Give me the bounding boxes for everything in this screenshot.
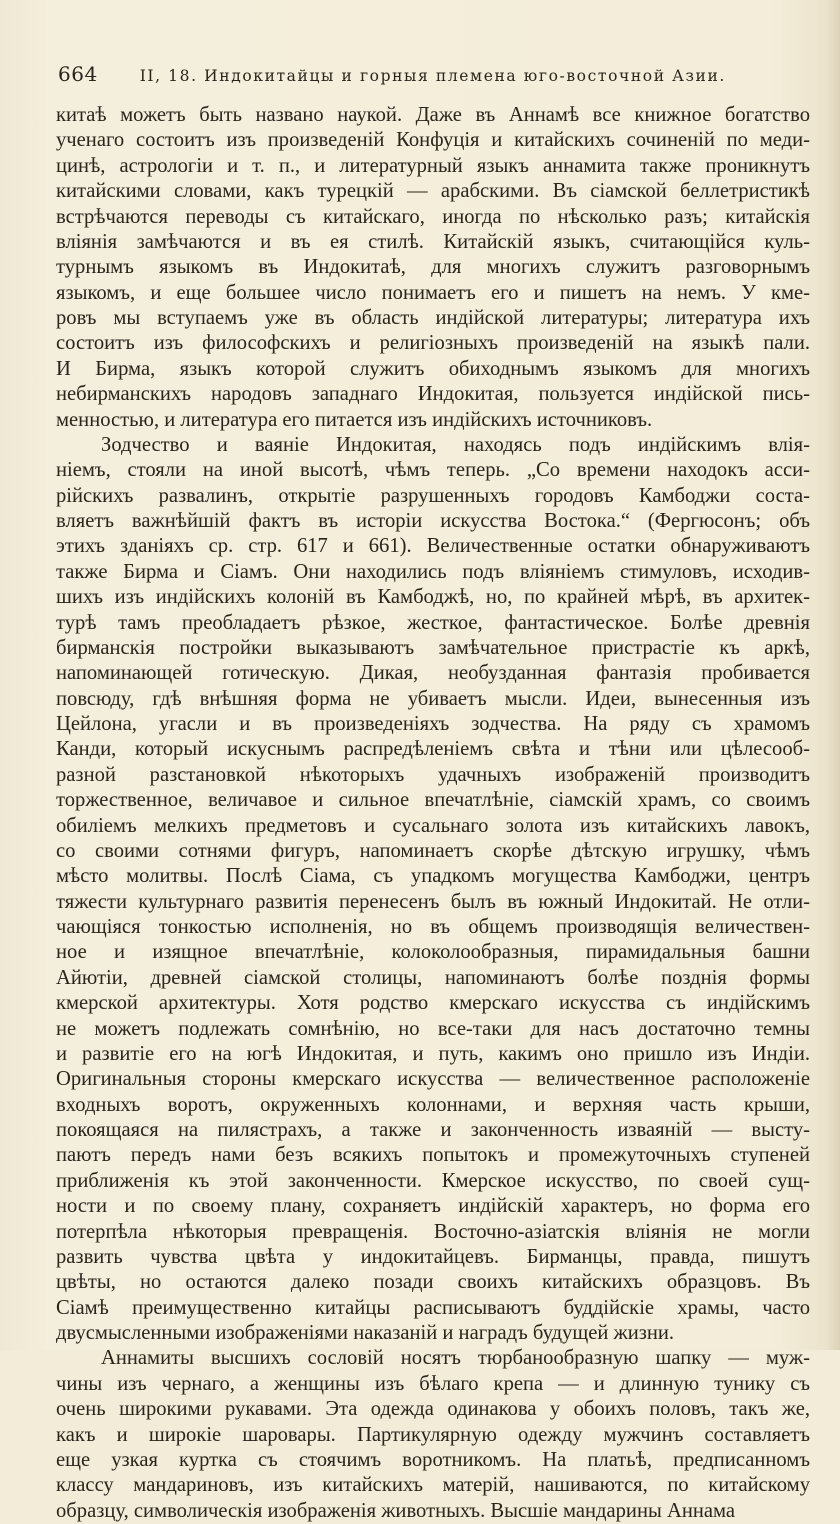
text-line: бирманскія постройки выказываютъ замѣчательное пристрастіе къ аркѣ,: [56, 636, 810, 659]
text-line: приближенія къ этой законченности. Кмерское искусство, по своей сущ-: [56, 1169, 810, 1192]
text-line: какъ и широкіе шаровары. Партикулярную одежду мужчинъ составляетъ: [56, 1423, 810, 1446]
text-line: цинѣ, астрологіи и т. п., и литературный языкъ аннамита также проникнутъ: [56, 154, 810, 177]
body-text: [56, 103, 810, 1524]
text-line: турнымъ языкомъ въ Индокитаѣ, для многихъ служитъ разговорнымъ: [56, 256, 810, 279]
text-line: Айютіи, древней сіамской столицы, напоминаютъ болѣе позднія формы: [56, 966, 810, 989]
text-line: Сіамѣ преимущественно китайцы расписываютъ буддійскіе храмы, часто: [56, 1296, 810, 1319]
text-line: состоитъ изъ философскихъ и религіозныхъ произведеній на языкѣ пали.: [56, 332, 810, 355]
text-line: еще узкая куртка съ стоячимъ воротникомъ. На платьѣ, предписанномъ: [56, 1448, 810, 1471]
text-line: турѣ тамъ преобладаетъ рѣзкое, жесткое, фантастическое. Болѣе древнія: [56, 611, 810, 634]
text-line: покоящаяся на пилястрахъ, а также и законченность изваяній — высту-: [56, 1119, 810, 1141]
text-line: и развитіе его на югѣ Индокитая, и путь, какимъ оно пришло изъ Индіи.: [56, 1042, 810, 1065]
text-line: двусмысленными изображеніями наказаній и наградъ будущей жизни.: [56, 1322, 675, 1344]
text-line: Аннамиты высшихъ сословій носятъ тюрбанообразную шапку — муж-: [101, 1347, 810, 1370]
text-line: развить чувства цвѣта у индокитайцевъ. Бирманцы, правда, пишутъ: [56, 1245, 810, 1268]
paragraph: [56, 103, 810, 433]
text-line: повсюду, гдѣ внѣшняя форма не убиваетъ мысли. Идеи, вынесенныя изъ: [56, 687, 810, 710]
text-line: вліянія замѣчаются и въ ея стилѣ. Китайскій языкъ, считающійся куль-: [56, 230, 810, 253]
text-line: классу мандариновъ, изъ китайскихъ матерій, нашиваются, по китайскому: [56, 1474, 810, 1497]
running-title: II, 18. Индокитайцы и горныя племена юго-восточной Азии.: [139, 67, 726, 85]
text-line: со своими сотнями фигуръ, напоминаетъ скорѣе дѣтскую игрушку, чѣмъ: [56, 839, 810, 862]
text-line: рійскихъ развалинъ, открытіе разрушенныхъ городовъ Камбоджи соста-: [56, 484, 810, 507]
page-number: 664: [58, 62, 98, 86]
text-line: напоминающей готическую. Дикая, необузданная фантазія пробивается: [56, 662, 810, 685]
text-line: мѣсто молитвы. Послѣ Сіама, съ упадкомъ могущества Камбоджи, центръ: [56, 865, 810, 888]
text-line: также Бирма и Сіамъ. Они находились подъ вліяніемъ стимуловъ, исходив-: [56, 560, 810, 583]
text-line: торжественное, величавое и сильное впечатлѣніе, сіамскій храмъ, со своимъ: [56, 789, 810, 812]
text-line: разной разстановкой нѣкоторыхъ удачныхъ изображеній производитъ: [56, 763, 810, 786]
running-head: [58, 62, 818, 86]
paragraph: [56, 1346, 810, 1524]
text-line: встрѣчаются переводы съ китайскаго, иногда по нѣсколько разъ; китайскія: [56, 205, 810, 228]
text-line: потерпѣла нѣкоторыя превращенія. Восточно-азіатскія вліянія не могли: [56, 1220, 810, 1243]
text-line: небирманскихъ народовъ западнаго Индокитая, пользуется индійской пись-: [56, 383, 810, 406]
text-line: ніемъ, стояли на иной высотѣ, чѣмъ теперь. „Со времени находокъ асси-: [56, 459, 810, 482]
text-line: китаѣ можетъ быть названо наукой. Даже въ Аннамѣ все книжное богатство: [56, 104, 810, 126]
page-edge-shadow: [826, 0, 840, 1350]
text-line: китайскими словами, какъ турецкій — арабскими. Въ сіамской беллетристикѣ: [56, 180, 810, 203]
text-line: чающіяся тонкостью исполненія, но въ общемъ производящія величествен-: [56, 916, 810, 938]
text-line: шихъ изъ индійскихъ колоній въ Камбоджѣ, но, по крайней мѣрѣ, въ архитек-: [56, 586, 810, 609]
text-line: этихъ зданіяхъ ср. стр. 617 и 661). Величественные остатки обнаруживаютъ: [56, 535, 810, 558]
text-line: языкомъ, и еще большее число понимаетъ его и пишетъ на немъ. У кме-: [56, 281, 810, 304]
text-line: тяжести культурнаго развитія перенесенъ былъ въ южный Индокитай. Не отли-: [56, 890, 810, 913]
text-line: цвѣты, но остаются далеко позади своихъ китайскихъ образцовъ. Въ: [56, 1271, 810, 1294]
text-line: паютъ передъ нами безъ всякихъ попытокъ и промежуточныхъ ступеней: [56, 1144, 810, 1167]
paragraph: [56, 433, 810, 1347]
text-line: образцу, символическія изображенія животныхъ. Высшіе мандарины Аннама: [56, 1499, 736, 1522]
text-line: ное и изящное впечатлѣніе, колоколообразныя, пирамидальныя башни: [56, 941, 810, 964]
text-line: чины изъ чернаго, а женщины изъ бѣлаго крепа — и длинную тунику съ: [56, 1372, 810, 1395]
text-line: вляетъ важнѣйшій фактъ въ исторіи искусства Востока.“ (Фергюсонъ; объ: [56, 510, 810, 532]
text-line: И Бирма, языкъ которой служитъ обиходнымъ языкомъ для многихъ: [56, 357, 810, 380]
text-line: Зодчество и ваяніе Индокитая, находясь подъ индійскимъ влія-: [101, 433, 810, 456]
text-line: ности и по своему плану, сохраняетъ индійскій характеръ, но форма его: [56, 1195, 810, 1218]
text-line: ровъ мы вступаемъ уже въ область индійской литературы; литература ихъ: [56, 307, 810, 329]
text-line: менностью, и литература его питается изъ индійскихъ источниковъ.: [56, 408, 653, 431]
text-line: обиліемъ мелкихъ предметовъ и сусальнаго золота изъ китайскихъ лавокъ,: [56, 814, 810, 837]
text-line: Оригинальныя стороны кмерскаго искусства — величественное расположеніе: [56, 1068, 810, 1091]
text-line: Цейлона, угасли и въ произведеніяхъ зодчества. На ряду съ храмомъ: [56, 713, 810, 735]
text-line: очень широкими рукавами. Эта одежда одинакова у обоихъ половъ, такъ же,: [56, 1398, 810, 1421]
text-line: Канди, который искуснымъ распредѣленіемъ свѣта и тѣни или цѣлесооб-: [56, 738, 810, 761]
text-line: ученаго состоитъ изъ произведеній Конфуція и китайскихъ сочиненій по меди-: [56, 129, 810, 152]
text-line: входныхъ воротъ, окруженныхъ колоннами, и верхняя часть крыши,: [56, 1093, 810, 1116]
text-line: кмерской архитектуры. Хотя родство кмерскаго искусства съ индійскимъ: [56, 992, 810, 1015]
text-line: не можетъ подлежать сомнѣнію, но все-таки для насъ достаточно темны: [56, 1017, 810, 1040]
